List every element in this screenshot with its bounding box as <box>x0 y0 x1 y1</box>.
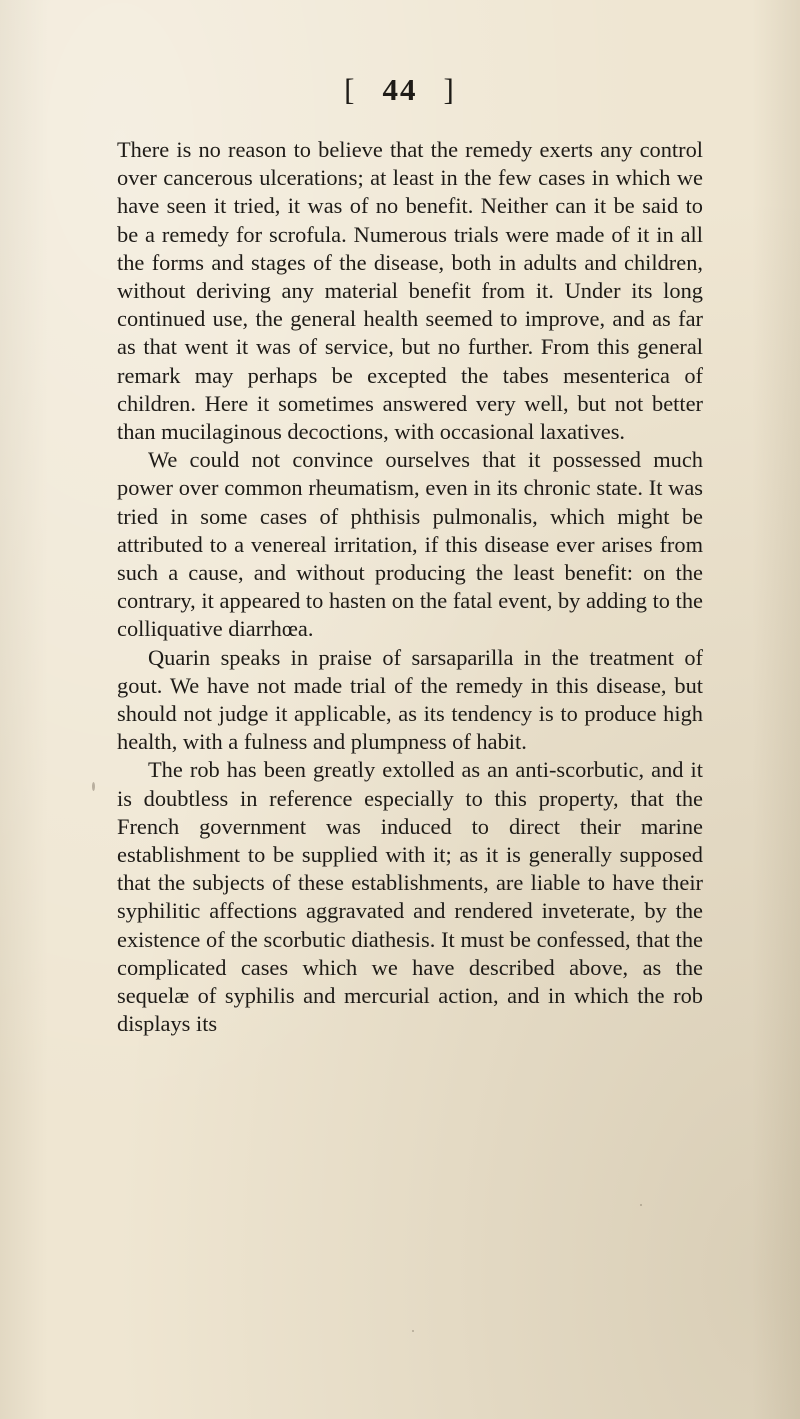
paragraph-rheumatism-phthisis: We could not convince ourselves that it possessed much power over common rheumatism, even in its chronic state. It was tried in some cases of phthisis pulmonalis, which might be attributed to a venereal irritation, if this disease ever arises from such a cause, and without producing the least benefit: on the contrary, it appeared to hasten on the fatal event, by adding to the colliquative diarrhœa. <box>117 447 703 642</box>
paragraph-cancer-scrofula: There is no reason to believe that the remedy exerts any control over cancerous ulcerations; at least in the few cases in which we have seen it tried, it was of no benefit. Neither can it be said to be a remedy for scrofula. Numerous trials were made of it in all the forms and stages of the disease, both in adults and children, without deriving any material benefit from it. Under its long continued use, the general health seemed to improve, and as far as that went it was of service, but no further. From this general remark may perhaps be excepted the tabes mesenterica of children. Here it sometimes answered very well, but not better than mucilaginous decoctions, with occasional laxatives. <box>117 137 703 445</box>
paragraph-gout: Quarin speaks in praise of sarsaparilla in the treatment of gout. We have not made trial of the remedy in this disease, but should not judge it applicable, as its tendency is to produce high health, with a fulness and plumpness of habit. <box>117 644 703 755</box>
page-number <box>0 72 800 108</box>
paper-speck <box>92 782 95 791</box>
bracket-open: [ <box>344 72 357 107</box>
page-number-value: 44 <box>382 72 418 107</box>
bracket-close: ] <box>443 72 456 107</box>
body-text <box>117 136 703 1039</box>
paper-speck <box>640 1204 642 1206</box>
paragraph-anti-scorbutic: The rob has been greatly extolled as an anti-scorbutic, and it is doubtless in reference especially to this property, that the French government was induced to direct their marine establishment to be supplied with it; as it is generally supposed that the subjects of these establishments, are liable to have their syphilitic affections aggravated and rendered inveterate, by the existence of the scorbutic diathesis. It must be confessed, that the complicated cases which we have described above, as the sequelæ of syphilis and mercurial action, and in which the rob displays its <box>117 757 703 1037</box>
paper-speck <box>412 1330 414 1332</box>
